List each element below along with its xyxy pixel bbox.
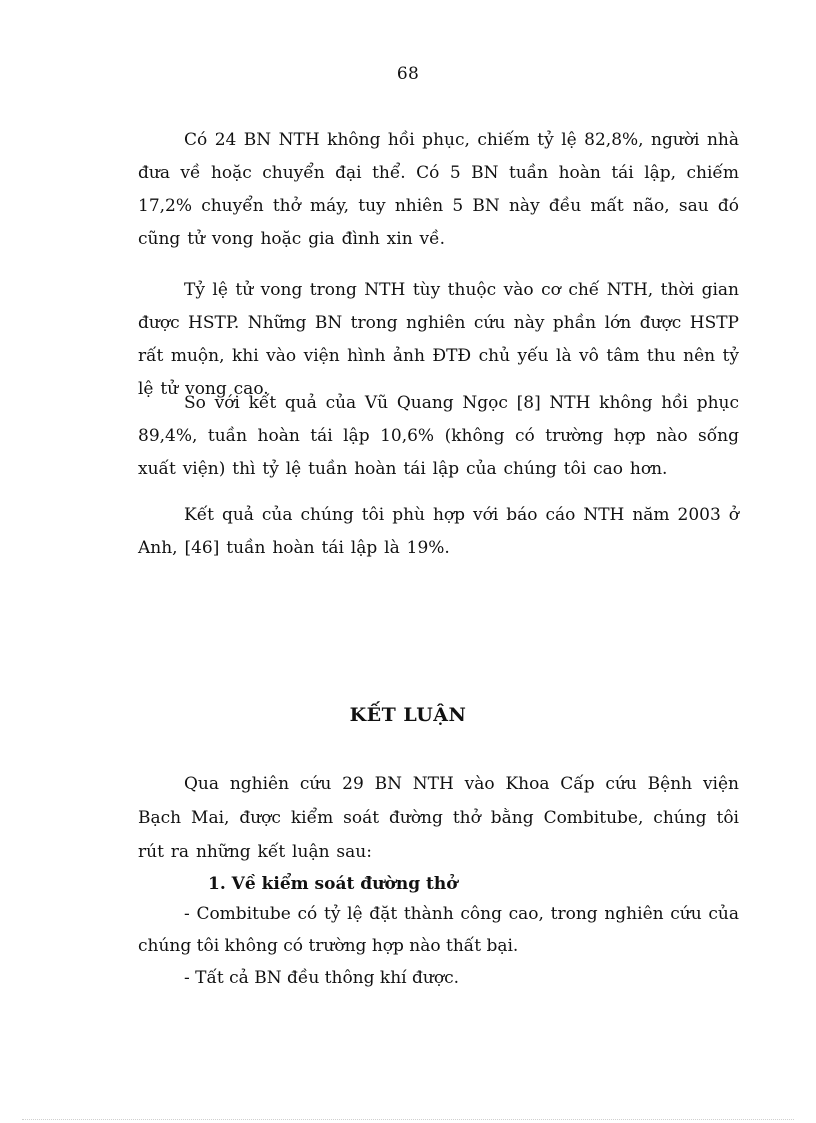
page-number: 68 [396,64,420,84]
conclusion-intro: Qua nghiên cứu 29 BN NTH vào Khoa Cấp cứu Bệnh viện Bạch Mai, được kiểm soát đường thở bằng Combitube, chúng tôi rút ra những kết luận sau: [138,774,739,862]
paragraph-mortality: Tỷ lệ tử vong trong NTH tùy thuộc vào cơ chế NTH, thời gian được HSTP. Những BN trong nghiên cứu này phần lớn được HSTP rất muộn, khi vào viện hình ảnh ĐTĐ chủ yếu là vô tâm thu nên tỷ lệ tử vong cao. [138,280,739,399]
paragraph-uk-report: Kết quả của chúng tôi phù hợp với báo cáo NTH năm 2003 ở Anh, [46] tuần hoàn tái lập là 19%. [138,505,739,558]
page-bottom-divider [22,1119,794,1120]
section-title-airway-control: 1. Về kiểm soát đường thở [208,874,458,894]
paragraph-comparison: So với kết quả của Vũ Quang Ngọc [8] NTH không hồi phục 89,4%, tuần hoàn tái lập 10,6% (không có trường hợp nào sống xuất viện) thì tỷ lệ tuần hoàn tái lập của chúng tôi cao hơn. [138,393,739,479]
list-item: - Combitube có tỷ lệ đặt thành công cao, trong nghiên cứu của chúng tôi không có trường hợp nào thất bại. [138,904,739,956]
list-item: - Tất cả BN đều thông khí được. [184,968,459,988]
conclusion-heading: KẾT LUẬN [349,704,467,726]
paragraph-outcome: Có 24 BN NTH không hồi phục, chiếm tỷ lệ 82,8%, người nhà đưa về hoặc chuyển đại thể. Có 5 BN tuần hoàn tái lập, chiếm 17,2% chuyển thở máy, tuy nhiên 5 BN này đều mất não, sau đó cũng tử vong hoặc gia đình xin về. [138,130,739,249]
